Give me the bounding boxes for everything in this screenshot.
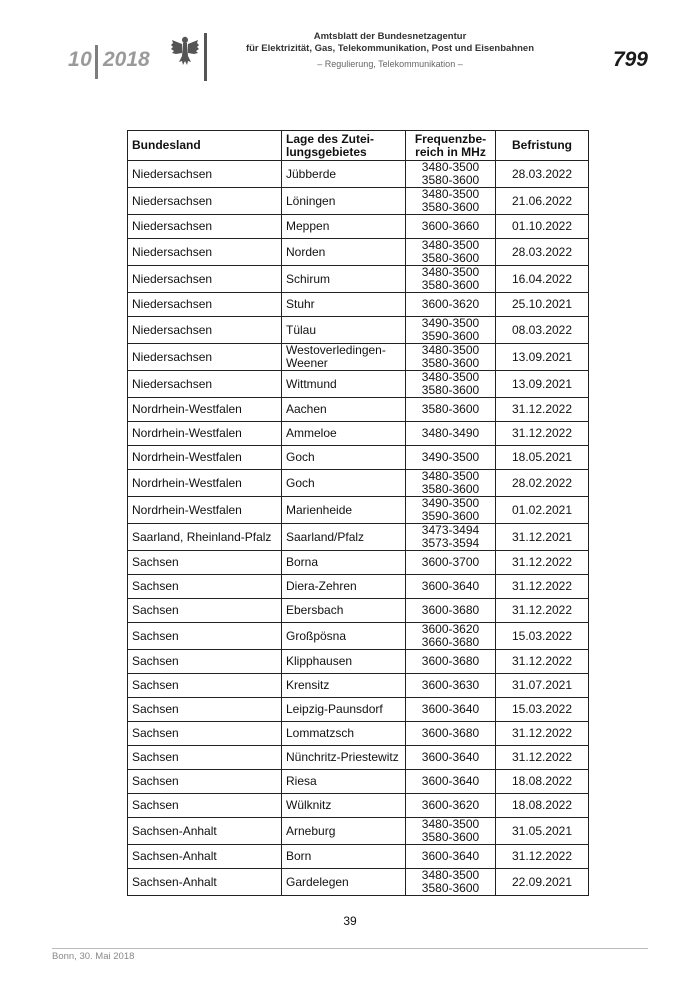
cell-befristung: 13.09.2021	[496, 371, 589, 398]
table-header-row	[128, 131, 589, 161]
cell-befristung: 18.08.2022	[496, 794, 589, 818]
cell-frequenz-line: 3480-3500	[421, 187, 480, 201]
cell-bundesland: Nordrhein-Westfalen	[128, 497, 282, 524]
cell-bundesland: Niedersachsen	[128, 188, 282, 215]
cell-lage	[282, 575, 406, 599]
cell-bundesland: Sachsen-Anhalt	[128, 869, 282, 896]
cell-frequenz-line: 3590-3600	[421, 329, 480, 343]
table-row	[128, 818, 589, 845]
cell-bundesland: Sachsen-Anhalt	[128, 845, 282, 869]
cell-lage	[282, 818, 406, 845]
cell-frequenz-line: 3600-3640	[421, 774, 480, 788]
cell-frequenz	[406, 398, 496, 422]
table-row	[128, 470, 589, 497]
table-body	[128, 161, 589, 896]
header-divider	[95, 45, 98, 79]
cell-lage-line: Goch	[286, 450, 315, 464]
cell-frequenz	[406, 215, 496, 239]
issue-number: 10	[68, 48, 93, 71]
cell-frequenz	[406, 470, 496, 497]
cell-frequenz	[406, 551, 496, 575]
cell-lage-line: Wittmund	[286, 376, 337, 391]
cell-lage-line: Jübberde	[286, 166, 337, 181]
cell-lage-line: Borna	[286, 555, 319, 569]
cell-frequenz-line: 3600-3640	[421, 750, 480, 764]
header-frequenz-line2: reich in MHz	[415, 144, 486, 159]
table-row	[128, 215, 589, 239]
cell-lage-line: Gardelegen	[286, 874, 349, 889]
cell-lage-line: Krensitz	[286, 678, 330, 692]
cell-bundesland: Sachsen	[128, 794, 282, 818]
cell-frequenz	[406, 818, 496, 845]
cell-frequenz	[406, 446, 496, 470]
cell-frequenz	[406, 524, 496, 551]
cell-lage	[282, 161, 406, 188]
cell-lage	[282, 188, 406, 215]
cell-frequenz-line: 3580-3600	[421, 356, 480, 370]
header-lage-line1: Lage des Zutei-	[286, 131, 375, 146]
publication-title-line2: für Elektrizität, Gas, Telekommunikation, Post und Eisenbahnen	[245, 42, 535, 54]
cell-befristung: 31.12.2022	[496, 422, 589, 446]
cell-frequenz	[406, 371, 496, 398]
cell-frequenz-line: 3480-3490	[421, 426, 480, 440]
header-lage	[282, 131, 406, 161]
table-row	[128, 674, 589, 698]
cell-bundesland: Sachsen	[128, 698, 282, 722]
cell-lage-line: Nünchritz-Priestewitz	[286, 750, 399, 764]
cell-frequenz-line: 3600-3680	[421, 603, 480, 617]
cell-befristung: 18.08.2022	[496, 770, 589, 794]
cell-lage-line: Weener	[286, 356, 328, 370]
cell-frequenz-line: 3480-3500	[421, 370, 480, 384]
cell-lage-line: Löningen	[286, 193, 336, 208]
cell-frequenz	[406, 266, 496, 293]
cell-lage-line: Klipphausen	[286, 654, 353, 668]
cell-befristung: 01.02.2021	[496, 497, 589, 524]
cell-befristung: 15.03.2022	[496, 623, 589, 650]
cell-lage	[282, 293, 406, 317]
table-row	[128, 161, 589, 188]
cell-befristung: 21.06.2022	[496, 188, 589, 215]
cell-frequenz	[406, 674, 496, 698]
table-row	[128, 239, 589, 266]
table-row	[128, 551, 589, 575]
cell-frequenz-line: 3600-3620	[421, 798, 480, 812]
header-bundesland: Bundesland	[128, 131, 282, 161]
cell-lage	[282, 698, 406, 722]
cell-lage	[282, 344, 406, 371]
cell-frequenz-line: 3580-3600	[421, 200, 480, 214]
cell-frequenz	[406, 344, 496, 371]
footer-page-number: 39	[343, 914, 357, 928]
cell-frequenz	[406, 188, 496, 215]
cell-befristung: 22.09.2021	[496, 869, 589, 896]
table-row	[128, 845, 589, 869]
header-befristung: Befristung	[496, 131, 589, 161]
cell-bundesland: Niedersachsen	[128, 317, 282, 344]
footer-divider	[52, 948, 648, 949]
cell-lage-line: Meppen	[286, 219, 330, 233]
table-row	[128, 722, 589, 746]
cell-frequenz	[406, 845, 496, 869]
cell-frequenz	[406, 422, 496, 446]
cell-bundesland: Sachsen	[128, 551, 282, 575]
cell-frequenz-line: 3600-3640	[421, 702, 480, 716]
cell-frequenz-line: 3480-3500	[421, 160, 480, 174]
table-row	[128, 446, 589, 470]
table-row	[128, 698, 589, 722]
cell-frequenz-line: 3600-3660	[421, 219, 480, 233]
cell-lage	[282, 770, 406, 794]
cell-bundesland: Nordrhein-Westfalen	[128, 470, 282, 497]
cell-bundesland: Sachsen	[128, 746, 282, 770]
cell-bundesland: Nordrhein-Westfalen	[128, 422, 282, 446]
cell-frequenz-line: 3580-3600	[421, 383, 480, 397]
table-row	[128, 623, 589, 650]
cell-lage	[282, 674, 406, 698]
cell-frequenz-line: 3480-3500	[421, 868, 480, 882]
table-row	[128, 770, 589, 794]
cell-befristung: 25.10.2021	[496, 293, 589, 317]
cell-bundesland: Sachsen	[128, 650, 282, 674]
publication-title-line1: Amtsblatt der Bundesnetzagentur	[313, 31, 467, 42]
cell-lage	[282, 446, 406, 470]
cell-lage-line: Born	[286, 849, 312, 863]
cell-frequenz	[406, 293, 496, 317]
cell-lage-line: Tülau	[286, 322, 317, 337]
footer-date: Bonn, 30. Mai 2018	[52, 951, 135, 962]
cell-lage-line: Leipzig-Paunsdorf	[286, 702, 383, 716]
cell-befristung: 08.03.2022	[496, 317, 589, 344]
cell-lage-line: Großpösna	[286, 628, 347, 643]
cell-bundesland: Sachsen-Anhalt	[128, 818, 282, 845]
cell-frequenz-line: 3580-3600	[421, 482, 480, 496]
cell-lage-line: Westoverledingen-	[286, 343, 386, 357]
cell-frequenz	[406, 239, 496, 266]
cell-lage	[282, 599, 406, 623]
cell-frequenz	[406, 746, 496, 770]
cell-bundesland: Niedersachsen	[128, 161, 282, 188]
cell-bundesland: Niedersachsen	[128, 344, 282, 371]
cell-lage-line: Diera-Zehren	[286, 579, 357, 593]
logo-divider	[204, 33, 207, 81]
cell-lage	[282, 845, 406, 869]
cell-frequenz-line: 3580-3600	[421, 278, 480, 292]
cell-frequenz-line: 3600-3700	[421, 555, 480, 569]
page-number: 799	[612, 48, 648, 71]
cell-bundesland: Niedersachsen	[128, 293, 282, 317]
cell-bundesland: Sachsen	[128, 599, 282, 623]
cell-lage-line: Aachen	[286, 402, 327, 416]
frequency-allocation-table	[127, 130, 589, 896]
cell-frequenz-line: 3490-3500	[421, 316, 480, 330]
cell-befristung: 15.03.2022	[496, 698, 589, 722]
cell-frequenz-line: 3660-3680	[421, 635, 480, 649]
table-row	[128, 650, 589, 674]
cell-frequenz-line: 3480-3500	[421, 238, 480, 252]
cell-lage-line: Goch	[286, 475, 315, 490]
cell-frequenz-line: 3480-3500	[421, 265, 480, 279]
cell-bundesland: Niedersachsen	[128, 371, 282, 398]
header-frequenz	[406, 131, 496, 161]
cell-frequenz-line: 3480-3500	[421, 817, 480, 831]
table-row	[128, 794, 589, 818]
cell-befristung: 28.03.2022	[496, 239, 589, 266]
cell-bundesland: Sachsen	[128, 722, 282, 746]
cell-frequenz	[406, 650, 496, 674]
cell-frequenz-line: 3573-3594	[421, 536, 480, 550]
cell-bundesland: Sachsen	[128, 623, 282, 650]
cell-lage	[282, 623, 406, 650]
cell-frequenz-line: 3580-3600	[421, 251, 480, 265]
cell-frequenz-line: 3490-3500	[421, 496, 480, 510]
cell-befristung: 31.05.2021	[496, 818, 589, 845]
cell-frequenz-line: 3580-3600	[421, 173, 480, 187]
table-row	[128, 422, 589, 446]
cell-frequenz	[406, 497, 496, 524]
cell-frequenz-line: 3580-3600	[421, 402, 480, 416]
cell-lage	[282, 497, 406, 524]
cell-lage	[282, 794, 406, 818]
cell-lage	[282, 239, 406, 266]
cell-bundesland: Sachsen	[128, 770, 282, 794]
cell-befristung: 18.05.2021	[496, 446, 589, 470]
cell-lage	[282, 215, 406, 239]
cell-lage-line: Marienheide	[286, 502, 353, 517]
publication-title	[220, 31, 560, 54]
cell-frequenz	[406, 575, 496, 599]
cell-frequenz-line: 3480-3500	[421, 469, 480, 483]
cell-bundesland: Nordrhein-Westfalen	[128, 398, 282, 422]
cell-befristung: 13.09.2021	[496, 344, 589, 371]
cell-lage	[282, 524, 406, 551]
issue-year: 2018	[103, 48, 150, 71]
cell-lage	[282, 371, 406, 398]
cell-lage-line: Saarland/Pfalz	[286, 529, 365, 544]
federal-eagle-icon	[170, 34, 200, 68]
cell-frequenz	[406, 317, 496, 344]
table-row	[128, 188, 589, 215]
table-row	[128, 575, 589, 599]
table-row	[128, 398, 589, 422]
cell-frequenz	[406, 698, 496, 722]
cell-frequenz-line: 3600-3680	[421, 726, 480, 740]
cell-bundesland: Sachsen	[128, 575, 282, 599]
cell-lage	[282, 722, 406, 746]
cell-befristung: 16.04.2022	[496, 266, 589, 293]
publication-subtitle: – Regulierung, Telekommunikation –	[317, 59, 463, 69]
header-frequenz-line1: Frequenzbe-	[414, 131, 487, 146]
table-row	[128, 524, 589, 551]
cell-befristung: 31.12.2022	[496, 575, 589, 599]
cell-bundesland: Niedersachsen	[128, 239, 282, 266]
cell-frequenz-line: 3473-3494	[421, 523, 480, 537]
cell-lage-line: Riesa	[286, 774, 317, 788]
cell-frequenz-line: 3480-3500	[421, 343, 480, 357]
table-row	[128, 293, 589, 317]
cell-lage	[282, 869, 406, 896]
cell-frequenz-line: 3490-3500	[421, 450, 480, 464]
cell-lage	[282, 317, 406, 344]
cell-befristung: 31.12.2022	[496, 845, 589, 869]
header-lage-line2: lungsgebietes	[286, 144, 367, 159]
cell-lage	[282, 422, 406, 446]
cell-lage	[282, 266, 406, 293]
cell-befristung: 31.12.2022	[496, 398, 589, 422]
cell-frequenz-line: 3580-3600	[421, 881, 480, 895]
cell-frequenz-line: 3600-3640	[421, 849, 480, 863]
cell-befristung: 31.07.2021	[496, 674, 589, 698]
cell-befristung: 31.12.2022	[496, 650, 589, 674]
cell-lage	[282, 650, 406, 674]
cell-frequenz-line: 3590-3600	[421, 509, 480, 523]
cell-befristung: 28.02.2022	[496, 470, 589, 497]
table-row	[128, 746, 589, 770]
table-row	[128, 869, 589, 896]
cell-lage	[282, 551, 406, 575]
table-row	[128, 497, 589, 524]
cell-frequenz-line: 3600-3620	[421, 297, 480, 311]
cell-bundesland: Saarland, Rheinland-Pfalz	[128, 524, 282, 551]
cell-lage-line: Ebersbach	[286, 603, 344, 617]
cell-frequenz-line: 3600-3640	[421, 579, 480, 593]
cell-frequenz-line: 3580-3600	[421, 830, 480, 844]
cell-lage-line: Norden	[286, 244, 326, 259]
cell-frequenz	[406, 869, 496, 896]
cell-bundesland: Sachsen	[128, 674, 282, 698]
cell-frequenz-line: 3600-3680	[421, 654, 480, 668]
cell-lage	[282, 398, 406, 422]
cell-lage-line: Stuhr	[286, 297, 315, 311]
table-row	[128, 266, 589, 293]
cell-lage-line: Wülknitz	[286, 798, 332, 812]
cell-frequenz-line: 3600-3630	[421, 678, 480, 692]
cell-frequenz	[406, 623, 496, 650]
cell-frequenz	[406, 722, 496, 746]
cell-frequenz	[406, 599, 496, 623]
cell-befristung: 31.12.2022	[496, 746, 589, 770]
cell-befristung: 01.10.2022	[496, 215, 589, 239]
cell-frequenz	[406, 794, 496, 818]
cell-lage-line: Lommatzsch	[286, 726, 355, 740]
cell-frequenz-line: 3600-3620	[421, 622, 480, 636]
cell-bundesland: Nordrhein-Westfalen	[128, 446, 282, 470]
cell-frequenz	[406, 770, 496, 794]
cell-befristung: 31.12.2022	[496, 722, 589, 746]
cell-bundesland: Niedersachsen	[128, 266, 282, 293]
table-row	[128, 371, 589, 398]
cell-frequenz	[406, 161, 496, 188]
cell-bundesland: Niedersachsen	[128, 215, 282, 239]
cell-lage-line: Schirum	[286, 271, 331, 286]
cell-befristung: 31.12.2021	[496, 524, 589, 551]
cell-lage	[282, 470, 406, 497]
cell-befristung: 31.12.2022	[496, 551, 589, 575]
cell-befristung: 28.03.2022	[496, 161, 589, 188]
cell-lage-line: Arneburg	[286, 823, 336, 838]
cell-lage-line: Ammeloe	[286, 426, 337, 440]
table-row	[128, 317, 589, 344]
table-row	[128, 599, 589, 623]
table-row	[128, 344, 589, 371]
cell-befristung: 31.12.2022	[496, 599, 589, 623]
cell-lage	[282, 746, 406, 770]
